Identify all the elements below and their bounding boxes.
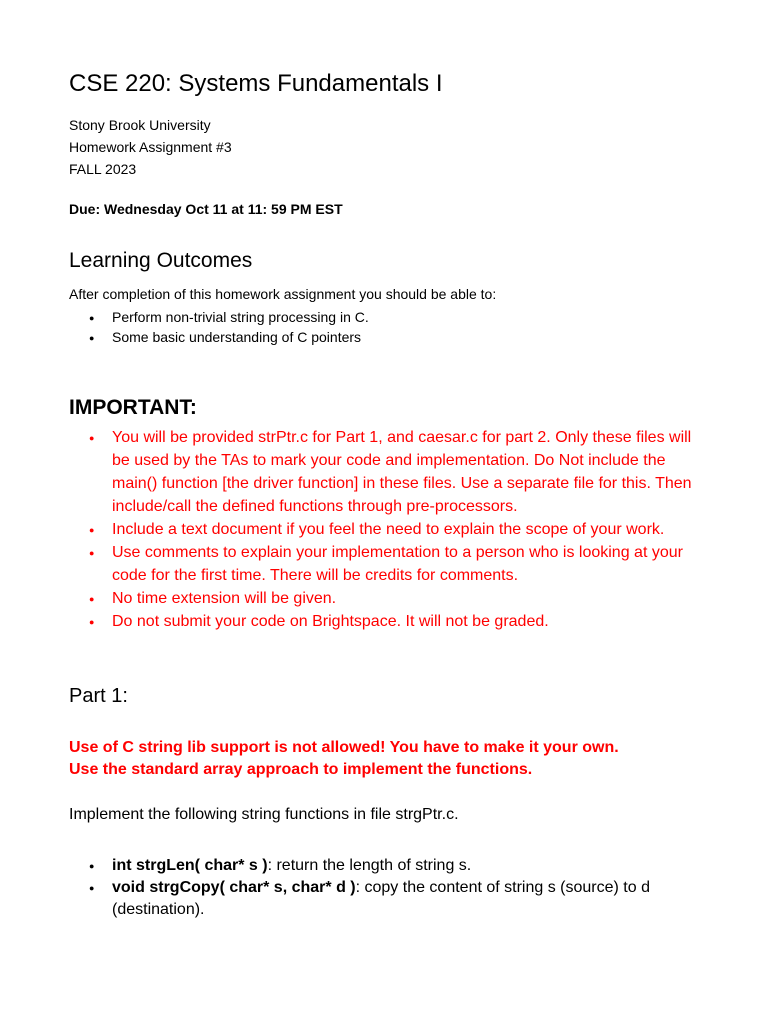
list-item: ● Include a text document if you feel the need to explain the scope of your work. <box>89 518 704 541</box>
course-meta <box>69 114 232 180</box>
list-item: ● Some basic understanding of C pointers <box>89 327 369 347</box>
list-item <box>89 877 699 921</box>
assignment-name: Homework Assignment #3 <box>69 139 232 155</box>
document-title: CSE 220: Systems Fundamentals I <box>69 70 443 97</box>
warning-line: Use the standard array approach to implement the functions. <box>69 761 533 778</box>
function-list <box>89 855 699 921</box>
term: FALL 2023 <box>69 161 137 177</box>
learning-outcomes-list <box>89 307 369 347</box>
important-heading: IMPORTANT: <box>69 396 197 419</box>
function-description: : copy the content of string s (source) to d (destination). <box>112 879 650 918</box>
list-item: ● No time extension will be given. <box>89 587 704 610</box>
learning-outcomes-heading: Learning Outcomes <box>69 249 253 272</box>
university-name: Stony Brook University <box>69 117 211 133</box>
part1-instruction: Implement the following string functions in file strgPtr.c. <box>69 806 459 823</box>
warning-line: Use of C string lib support is not allowed! You have to make it your own. <box>69 739 619 756</box>
learning-outcomes-intro: After completion of this homework assignment you should be able to: <box>69 286 497 302</box>
list-item <box>89 855 699 877</box>
part1-warning <box>69 737 719 781</box>
due-date: Due: Wednesday Oct 11 at 11: 59 PM EST <box>69 201 343 217</box>
list-item: ● Use comments to explain your implementation to a person who is looking at your code for the first time. There will be credits for comments. <box>89 541 704 587</box>
function-signature: void strgCopy( char* s, char* d ) <box>112 879 356 896</box>
function-signature: int strgLen( char* s ) <box>112 857 268 874</box>
function-description: : return the length of string s. <box>267 857 472 874</box>
list-item: ● Do not submit your code on Brightspace. It will not be graded. <box>89 610 704 633</box>
list-item: ● You will be provided strPtr.c for Part 1, and caesar.c for part 2. Only these files will be used by the TAs to mark your code and implementation. Do Not include the main() function [the driver function] in these files. Use a separate file for this. Then include/call the defined functions through pre-processors. <box>89 426 704 518</box>
important-list <box>89 426 704 633</box>
list-item: ● Perform non-trivial string processing in C. <box>89 307 369 327</box>
part1-heading: Part 1: <box>69 685 128 707</box>
